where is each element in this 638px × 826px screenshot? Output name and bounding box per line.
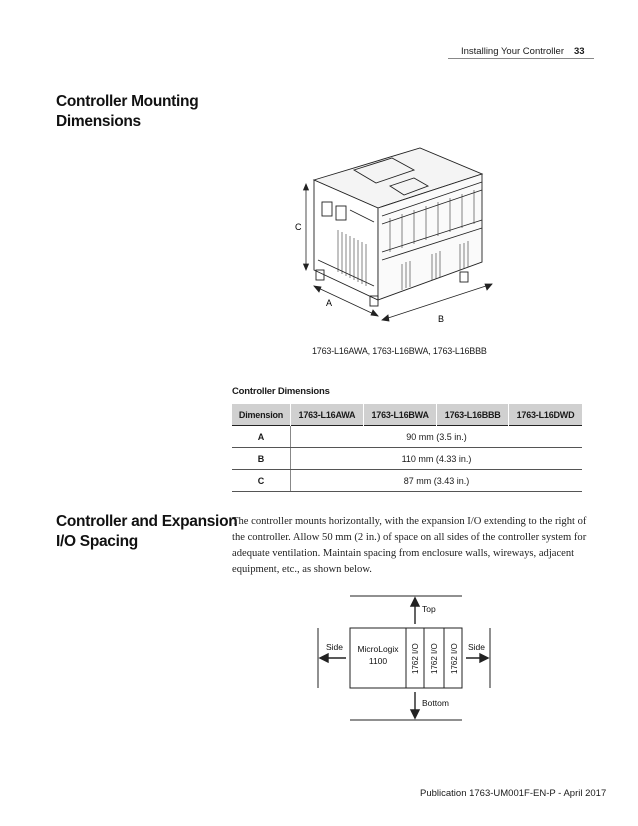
table-row-key: A bbox=[232, 426, 291, 448]
table-row bbox=[232, 448, 582, 470]
figure-caption: 1763-L16AWA, 1763-L16BWA, 1763-L16BBB bbox=[312, 346, 487, 356]
table-header-cell: 1763-L16BWA bbox=[363, 404, 437, 426]
controller-dimension-figure bbox=[290, 140, 500, 335]
page-number: 33 bbox=[574, 46, 585, 57]
table-row-value: 90 mm (3.5 in.) bbox=[291, 426, 583, 448]
table-header-row bbox=[232, 404, 582, 426]
publication-footer: Publication 1763-UM001F-EN-P - April 2017 bbox=[420, 788, 607, 799]
table-row-value: 87 mm (3.43 in.) bbox=[291, 470, 583, 492]
table-header-cell: 1763-L16AWA bbox=[291, 404, 364, 426]
table-row-key: B bbox=[232, 448, 291, 470]
table-header-cell: 1763-L16BBB bbox=[437, 404, 509, 426]
label-top: Top bbox=[422, 604, 436, 614]
io-module-label: 1762 I/O bbox=[430, 643, 439, 674]
table-row bbox=[232, 470, 582, 492]
table-row-value: 110 mm (4.33 in.) bbox=[291, 448, 583, 470]
dimension-label-c: C bbox=[295, 222, 302, 232]
section-title-spacing bbox=[56, 512, 237, 552]
table-header-cell: 1763-L16DWD bbox=[508, 404, 582, 426]
table-row-key: C bbox=[232, 470, 291, 492]
io-module-label: 1762 I/O bbox=[450, 643, 459, 674]
section-title-line2: Dimensions bbox=[56, 113, 141, 130]
table-header-cell: Dimension bbox=[232, 404, 291, 426]
section-title-line1: Controller Mounting bbox=[56, 93, 199, 110]
header-section: Installing Your Controller bbox=[461, 46, 564, 57]
controller-dimensions-table bbox=[232, 404, 582, 492]
io-module-label: 1762 I/O bbox=[411, 643, 420, 674]
table-row bbox=[232, 426, 582, 448]
label-side-left: Side bbox=[326, 642, 344, 652]
label-bottom: Bottom bbox=[422, 698, 449, 708]
table-caption: Controller Dimensions bbox=[232, 386, 330, 397]
section-title-line1: Controller and Expansion bbox=[56, 513, 238, 530]
dimension-label-a: A bbox=[326, 298, 333, 308]
controller-label-line1: MicroLogix bbox=[357, 644, 399, 654]
controller-label-line2: 1100 bbox=[368, 656, 388, 666]
spacing-paragraph: The controller mounts horizontally, with the expansion I/O extending to the right of the controller. Allow 50 mm (2 in.) of space on all sides of the controller system for adequate ventilation. Maintain spacing from enclosure walls, wireways, adjacent equipment, etc., as shown below. bbox=[232, 516, 587, 575]
header-rule bbox=[448, 58, 594, 59]
spacing-diagram bbox=[316, 594, 492, 722]
label-side-right: Side bbox=[468, 642, 486, 652]
section-title-mounting bbox=[56, 92, 198, 132]
dimension-label-b: B bbox=[438, 314, 445, 324]
section-title-line2: I/O Spacing bbox=[56, 533, 138, 550]
running-header bbox=[461, 46, 564, 57]
